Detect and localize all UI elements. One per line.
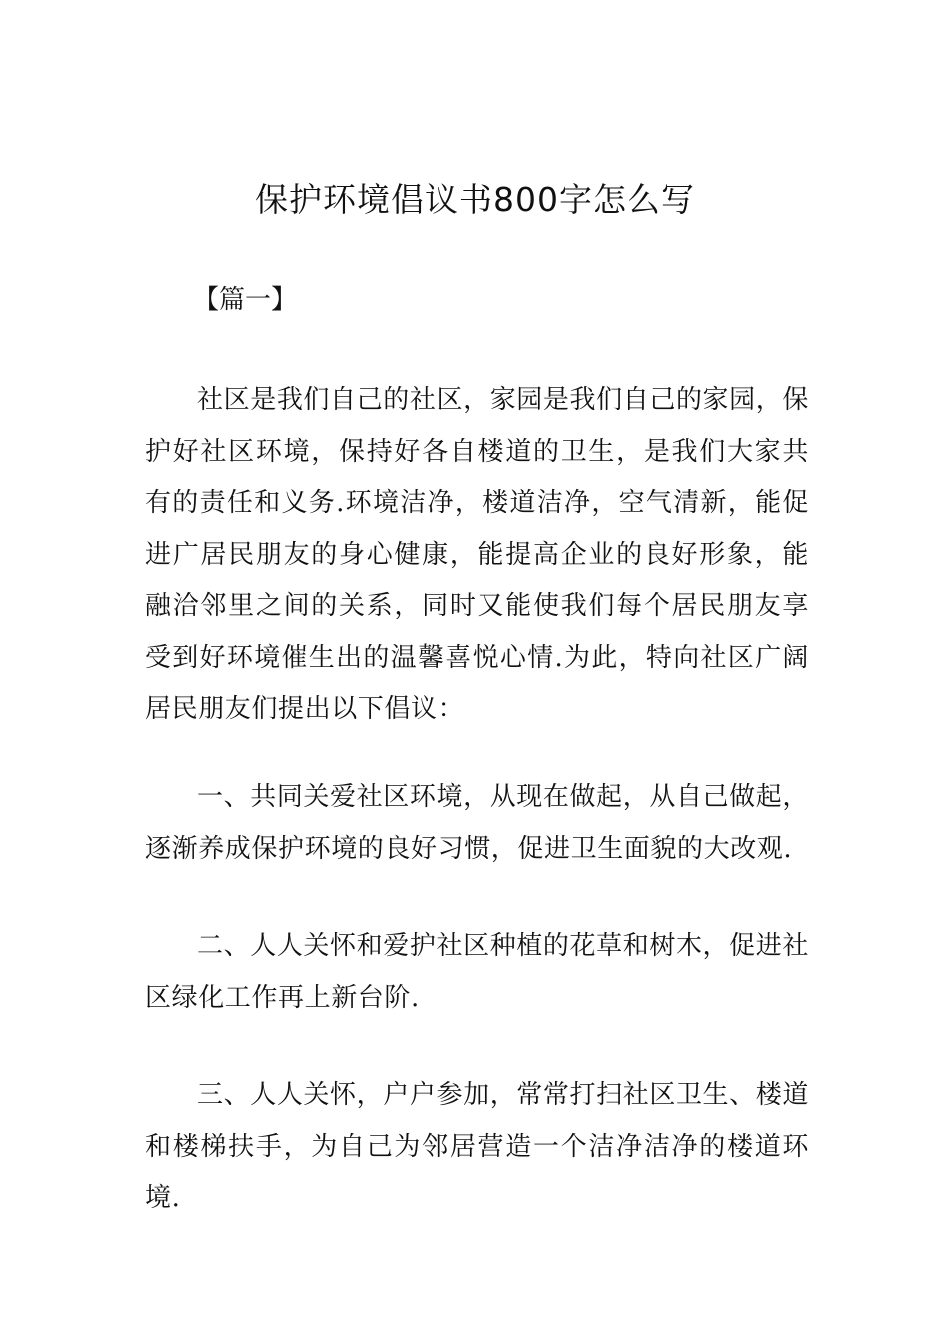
paragraph-proposal-2: 二、人人关怀和爱护社区种植的花草和树木，促进社区绿化工作再上新台阶.	[145, 931, 809, 1013]
paragraph-intro: 社区是我们自己的社区，家园是我们自己的家园，保护好社区环境，保持好各自楼道的卫生，是我们大家共有的责任和义务.环境洁净，楼道洁净，空气清新，能促进广居民朋友的身心健康，能提高企业的良好形象，能融洽邻里之间的关系，同时又能使我们每个居民朋友享受到好环境催生出的温馨喜悦心情.为此，特向社区广阔居民朋友们提出以下倡议：	[145, 385, 809, 724]
paragraph-proposal-1: 一、共同关爱社区环境，从现在做起，从自己做起，逐渐养成保护环境的良好习惯，促进卫生面貌的大改观.	[145, 782, 809, 864]
paragraph-proposal-3: 三、人人关怀，户户参加，常常打扫社区卫生、楼道和楼梯扶手，为自己为邻居营造一个洁净洁净的楼道环境.	[145, 1080, 809, 1213]
section-label: 【篇一】	[193, 285, 298, 315]
page-title: 保护环境倡议书800字怎么写	[255, 180, 695, 219]
